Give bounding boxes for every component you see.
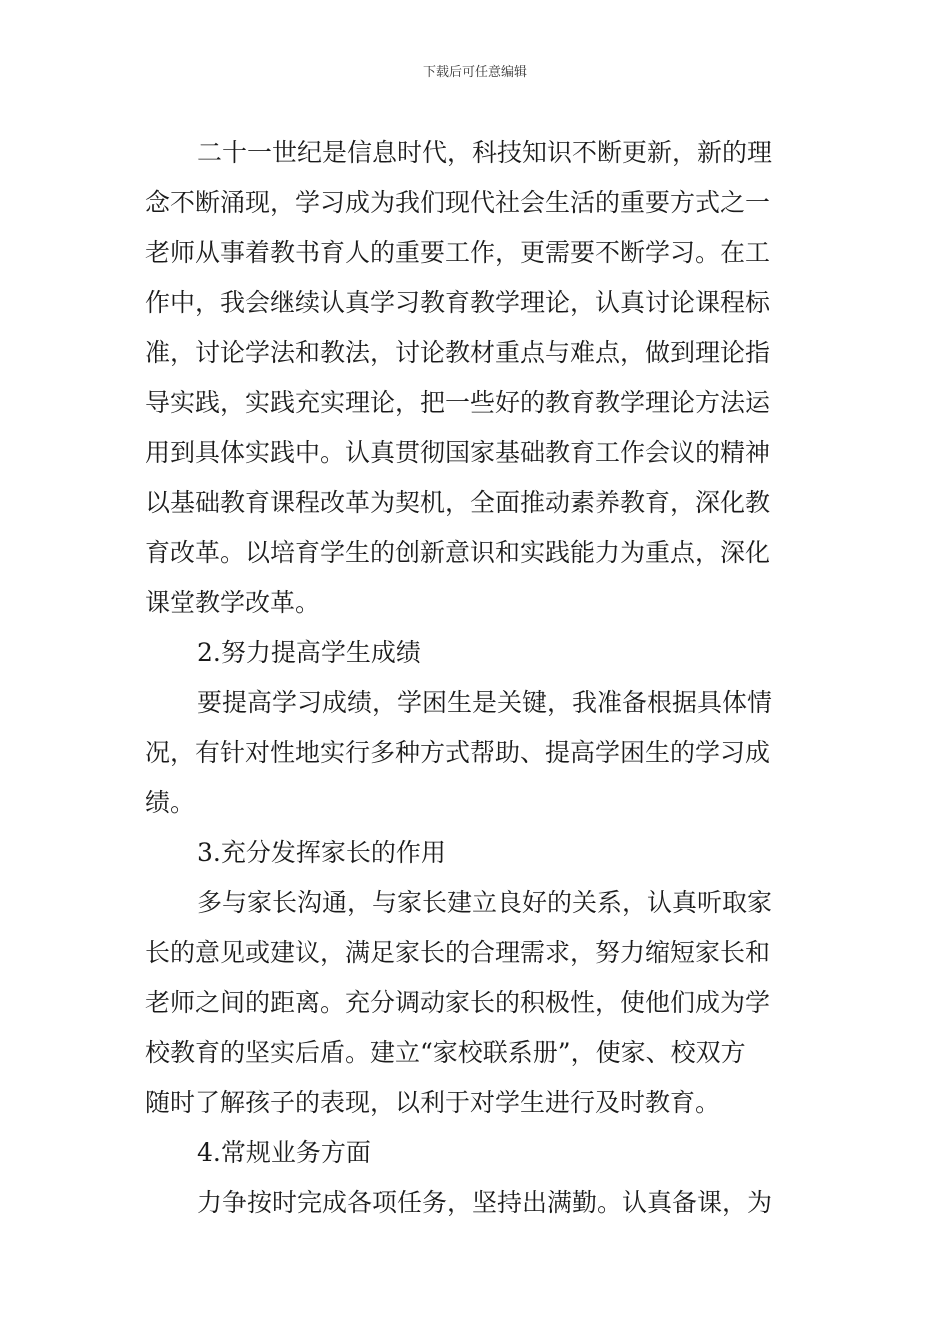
text-line: 长的意见或建议，满足家长的合理需求，努力缩短家长和: [145, 938, 771, 967]
text-line: 校教育的坚实后盾。建立“家校联系册”，使家、校双方: [145, 1038, 746, 1067]
text-line: 老师之间的距离。充分调动家长的积极性，使他们成为学: [145, 988, 771, 1017]
text-line: 要提高学习成绩，学困生是关键，我准备根据具体情: [197, 688, 773, 717]
text-line: 随时了解孩子的表现，以利于对学生进行及时教育。: [145, 1088, 721, 1117]
text-line: 二十一世纪是信息时代，科技知识不断更新，新的理: [197, 138, 773, 167]
text-line: 绩。: [145, 788, 196, 817]
text-line: 用到具体实践中。认真贯彻国家基础教育工作会议的精神: [145, 438, 771, 467]
text-line: 以基础教育课程改革为契机，全面推动素养教育，深化教: [145, 488, 771, 517]
text-line: 力争按时完成各项任务，坚持出满勤。认真备课，为: [197, 1188, 773, 1217]
page-header: 下载后可任意编辑: [422, 65, 527, 80]
text-line: 念不断涌现，学习成为我们现代社会生活的重要方式之一: [145, 188, 771, 217]
text-line: 导实践，实践充实理论，把一些好的教育教学理论方法运: [145, 388, 771, 417]
text-line: 多与家长沟通，与家长建立良好的关系，认真听取家: [197, 888, 773, 917]
text-line: 准，讨论学法和教法，讨论教材重点与难点，做到理论指: [145, 338, 771, 367]
document-body: [145, 128, 807, 1228]
text-line: 课堂教学改革。: [145, 588, 321, 617]
text-line: 育改革。以培育学生的创新意识和实践能力为重点，深化: [145, 538, 771, 567]
text-line: 作中，我会继续认真学习教育教学理论，认真讨论课程标: [145, 288, 771, 317]
text-line: 况，有针对性地实行多种方式帮助、提高学困生的学习成: [145, 738, 771, 767]
section-heading: 4.常规业务方面: [197, 1138, 371, 1167]
text-line: 老师从事着教书育人的重要工作，更需要不断学习。在工: [145, 238, 771, 267]
section-heading: 3.充分发挥家长的作用: [197, 838, 446, 867]
section-heading: 2.努力提高学生成绩: [197, 638, 421, 667]
